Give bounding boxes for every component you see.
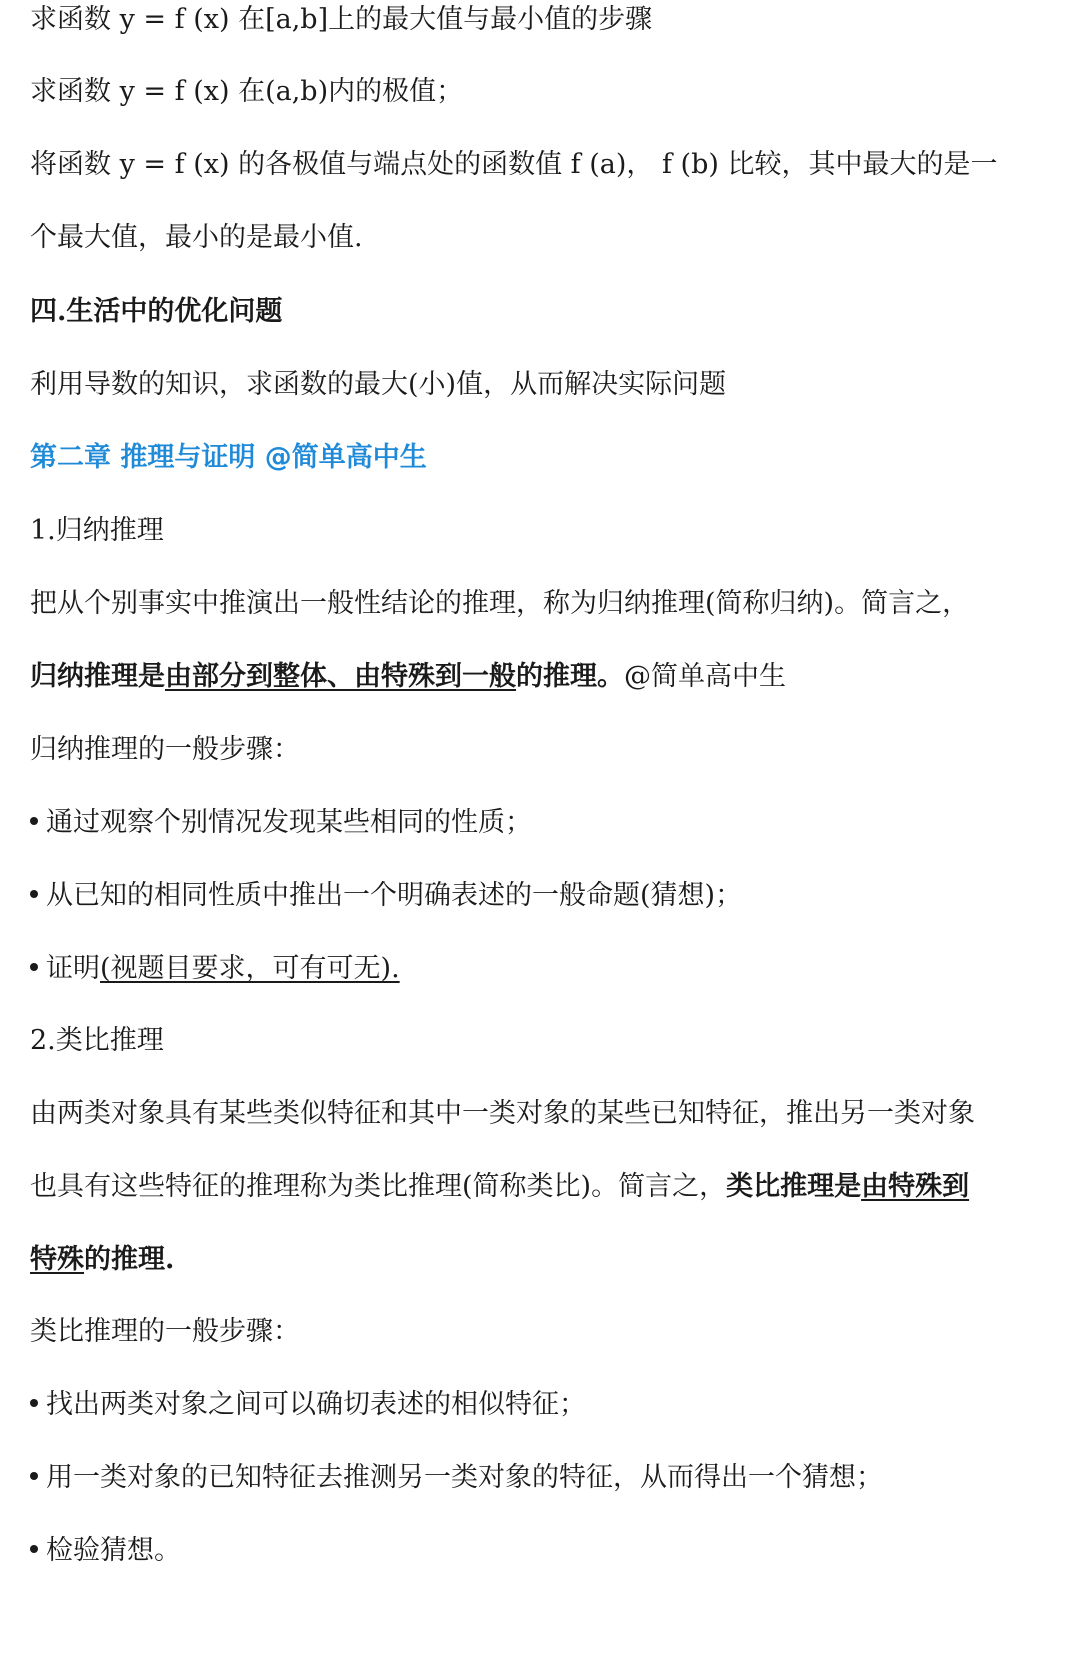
paragraph-text: 也具有这些特征的推理称为类比推理(简称类比)。简言之， xyxy=(30,1171,727,1202)
bold-text: 归纳推理是 xyxy=(30,661,165,692)
underlined-bold-text: 由特殊到 xyxy=(861,1171,970,1202)
list-item-text: 找出两类对象之间可以确切表述的相似特征； xyxy=(46,1389,586,1420)
list-item xyxy=(30,1531,1054,1571)
list-item xyxy=(30,803,1054,843)
underlined-bold-text: 特殊 xyxy=(30,1244,84,1275)
chapter-title: 第二章 推理与证明 @简单高中生 xyxy=(30,442,427,473)
bullet-icon xyxy=(30,963,38,971)
paragraph-line xyxy=(30,657,1054,697)
section-heading: 四.生活中的优化问题 xyxy=(30,296,283,327)
list-item-text: 用一类对象的已知特征去推测另一类对象的特征，从而得出一个猜想； xyxy=(46,1462,883,1493)
list-item xyxy=(30,876,1054,916)
paragraph-line: 把从个别事实中推演出一般性结论的推理，称为归纳推理(简称归纳)。简言之， xyxy=(30,588,970,619)
steps-title: 类比推理的一般步骤： xyxy=(30,1316,300,1347)
paragraph-line xyxy=(30,1240,1054,1280)
bold-text: 的推理。 xyxy=(516,661,624,692)
text-line: 求函数 y = f (x) 在(a,b)内的极值； xyxy=(30,76,464,107)
subsection-title: 2.类比推理 xyxy=(30,1025,164,1056)
bullet-icon xyxy=(30,1399,38,1407)
watermark-text: @简单高中生 xyxy=(624,661,786,692)
bullet-icon xyxy=(30,1472,38,1480)
bold-text: 类比推理是 xyxy=(726,1171,862,1202)
list-item-text: 证明 xyxy=(46,953,100,984)
text-line: 利用导数的知识，求函数的最大(小)值，从而解决实际问题 xyxy=(30,369,727,400)
list-item xyxy=(30,949,1054,989)
bold-text: 的推理. xyxy=(84,1244,175,1275)
underlined-bold-text: 由部分到整体、由特殊到一般 xyxy=(165,661,516,692)
bullet-icon xyxy=(30,1545,38,1553)
list-item-text: 通过观察个别情况发现某些相同的性质； xyxy=(46,807,532,838)
list-item-text: 从已知的相同性质中推出一个明确表述的一般命题(猜想)； xyxy=(46,880,743,911)
bullet-icon xyxy=(30,817,38,825)
list-item-text: 检验猜想。 xyxy=(46,1535,181,1566)
underlined-text: (视题目要求，可有可无). xyxy=(100,953,400,984)
list-item xyxy=(30,1385,1054,1425)
paragraph-line: 由两类对象具有某些类似特征和其中一类对象的某些已知特征，推出另一类对象 xyxy=(30,1098,975,1129)
bullet-icon xyxy=(30,890,38,898)
text-line: 将函数 y = f (x) 的各极值与端点处的函数值 f (a)， f (b) 比较，其中最大的是一 xyxy=(30,149,998,180)
subsection-title: 1.归纳推理 xyxy=(30,515,164,546)
text-line: 求函数 y = f (x) 在[a,b]上的最大值与最小值的步骤 xyxy=(30,4,653,35)
steps-title: 归纳推理的一般步骤： xyxy=(30,734,300,765)
paragraph-line xyxy=(30,1167,1054,1207)
text-line: 个最大值，最小的是最小值. xyxy=(30,222,363,253)
list-item xyxy=(30,1458,1054,1498)
